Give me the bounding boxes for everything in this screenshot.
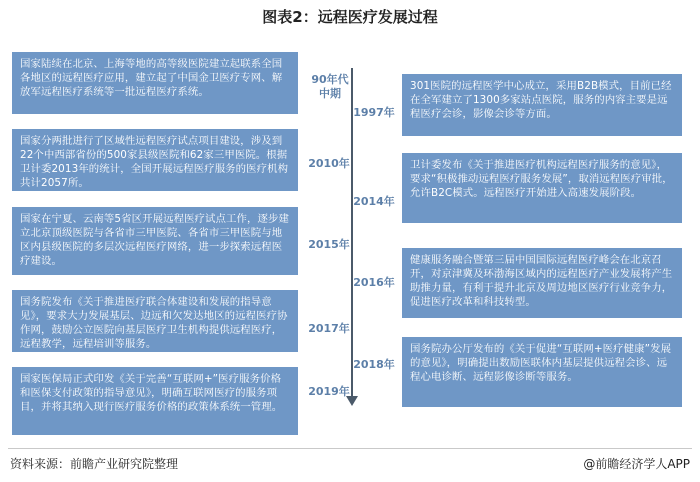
source-note: 资料来源：前瞻产业研究院整理	[10, 457, 179, 471]
year-label-2015: 2015年	[308, 238, 350, 251]
year-label-90s: 90年代中期	[311, 73, 349, 100]
event-box-2019: 国家医保局正式印发《关于完善“互联网+”医疗服务价格和医保支付政策的指导意见》，明确互联网医疗的服务项目，并将其纳入现行医疗服务价格的政策体系统一管理。	[12, 367, 298, 435]
event-box-2014: 卫计委发布《关于推进医疗机构远程医疗服务的意见》，要求“积极推动远程医疗服务发展”，取消远程医疗审批，允许B2C模式。远程医疗开始进入高速发展阶段。	[402, 153, 682, 223]
year-label-2010: 2010年	[308, 157, 350, 170]
event-box-2010: 国家分两批进行了区域性远程医疗试点项目建设，涉及到22个中西部省份的500家县级医院和62家三甲医院。根据卫计委2013年的统计，全国开展远程医疗服务的医疗机构共计2057所。	[12, 129, 298, 191]
event-box-2018: 国务院办公厅发布的《关于促进“互联网+医疗健康”发展的意见》，明确提出数励医联体内基层提供远程会诊、远程心电诊断、远程影像诊断等服务。	[402, 337, 682, 407]
event-box-1997: 301医院的远程医学中心成立，采用B2B模式，目前已经在全军建立了1300多家站点医院，服务的内容主要是远程医疗会诊，影像会诊等方面。	[402, 74, 682, 136]
figure-title: 图表2：远程医疗发展过程	[262, 8, 438, 26]
footer-divider	[8, 448, 692, 449]
year-label-2016: 2016年	[353, 276, 395, 289]
event-box-2016: 健康服务融合暨第三届中国国际远程医疗峰会在北京召开，对京津冀及环渤海区域内的远程医疗产业发展将产生助推力量，有利于提升北京及周边地区医疗行业竞争力，促进医疗改革和科技转型。	[402, 248, 682, 318]
year-label-2019: 2019年	[308, 385, 350, 398]
event-box-90s: 国家陆续在北京、上海等地的高等级医院建立起联系全国各地区的远程医疗应用，建立起了中国金卫医疗专网、解放军远程医疗系统等一批远程医疗系统。	[12, 52, 298, 114]
year-label-1997: 1997年	[353, 106, 395, 119]
year-label-2014: 2014年	[353, 195, 395, 208]
event-box-2017: 国务院发布《关于推进医疗联合体建设和发展的指导意见》，要求大力发展基层、边远和欠发达地区的远程医疗协作网，鼓励公立医院向基层医疗卫生机构提供远程医疗，远程教学，远程培训等服务。	[12, 290, 298, 352]
event-box-2015: 国家在宁夏、云南等5省区开展远程医疗试点工作，逐步建立北京顶级医院与各省市三甲医院、各省市三甲医院与地区内县级医院的多层次远程医疗网络，进一步探索远程医疗建设。	[12, 207, 298, 275]
brand-credit: @前瞻经济学人APP	[583, 457, 690, 471]
year-label-2017: 2017年	[308, 322, 350, 335]
year-label-2018: 2018年	[353, 358, 395, 371]
